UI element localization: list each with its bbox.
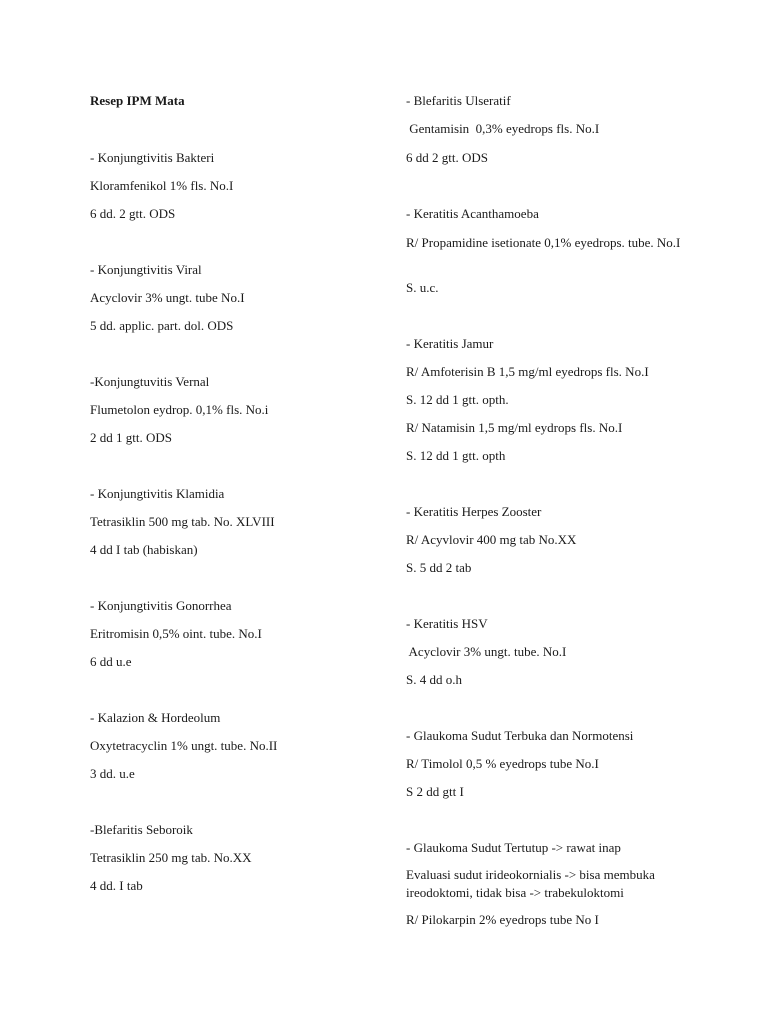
prescription-line: Acyclovir 3% ungt. tube No.I xyxy=(90,290,245,305)
evaluation-note: Evaluasi sudut irideokornialis -> bisa membuka ireodoktomi, tidak bisa -> trabekuloktomi xyxy=(406,867,655,900)
heading-konjungtivitis-gonorrhea: - Konjungtivitis Gonorrhea xyxy=(90,598,232,613)
dosage-line: S. 12 dd 1 gtt. opth xyxy=(406,448,506,463)
heading-blefaritis-ulseratif: - Blefaritis Ulseratif xyxy=(406,93,511,108)
dosage-line: S. 5 dd 2 tab xyxy=(406,560,472,575)
heading-keratitis-hsv: - Keratitis HSV xyxy=(406,616,488,631)
prescription-line: R/ Propamidine isetionate 0,1% eyedrops. tube. No.I xyxy=(406,235,681,250)
prescription-line: Acyclovir 3% ungt. tube. No.I xyxy=(406,644,567,659)
heading-keratitis-acanthamoeba: - Keratitis Acanthamoeba xyxy=(406,206,539,221)
dosage-line: S. u.c. xyxy=(406,280,439,295)
prescription-line: R/ Amfoterisin B 1,5 mg/ml eyedrops fls. No.I xyxy=(406,364,649,379)
dosage-line: 3 dd. u.e xyxy=(90,766,135,781)
prescription-line: R/ Timolol 0,5 % eyedrops tube No.I xyxy=(406,756,599,771)
heading-keratitis-jamur: - Keratitis Jamur xyxy=(406,336,494,351)
dosage-line: 4 dd I tab (habiskan) xyxy=(90,542,198,557)
prescription-line: Tetrasiklin 500 mg tab. No. XLVIII xyxy=(90,514,275,529)
dosage-line: S. 4 dd o.h xyxy=(406,672,462,687)
heading-konjungtivitis-bakteri: - Konjungtivitis Bakteri xyxy=(90,150,215,165)
heading-glaukoma-sudut-terbuka: - Glaukoma Sudut Terbuka dan Normotensi xyxy=(406,728,634,743)
prescription-line: Eritromisin 0,5% oint. tube. No.I xyxy=(90,626,262,641)
prescription-line: Tetrasiklin 250 mg tab. No.XX xyxy=(90,850,252,865)
prescription-line: R/ Acyvlovir 400 mg tab No.XX xyxy=(406,532,577,547)
prescription-line: R/ Pilokarpin 2% eyedrops tube No I xyxy=(406,912,599,927)
heading-konjungtivitis-vernal: -Konjungtuvitis Vernal xyxy=(90,374,210,389)
dosage-line: 6 dd 2 gtt. ODS xyxy=(406,150,488,165)
prescription-line: Oxytetracyclin 1% ungt. tube. No.II xyxy=(90,738,278,753)
dosage-line: 4 dd. I tab xyxy=(90,878,143,893)
heading-keratitis-herpes-zooster: - Keratitis Herpes Zooster xyxy=(406,504,542,519)
heading-konjungtivitis-viral: - Konjungtivitis Viral xyxy=(90,262,202,277)
prescription-line: Gentamisin 0,3% eyedrops fls. No.I xyxy=(406,121,600,136)
heading-glaukoma-sudut-tertutup: - Glaukoma Sudut Tertutup -> rawat inap xyxy=(406,840,621,855)
prescription-line: Flumetolon eydrop. 0,1% fls. No.i xyxy=(90,402,269,417)
dosage-line: 5 dd. applic. part. dol. ODS xyxy=(90,318,234,333)
heading-konjungtivitis-klamidia: - Konjungtivitis Klamidia xyxy=(90,486,225,501)
heading-kalazion-hordeolum: - Kalazion & Hordeolum xyxy=(90,710,221,725)
dosage-line: 6 dd. 2 gtt. ODS xyxy=(90,206,176,221)
dosage-line: S 2 dd gtt I xyxy=(406,784,464,799)
dosage-line: 2 dd 1 gtt. ODS xyxy=(90,430,172,445)
prescription-line: R/ Natamisin 1,5 mg/ml eydrops fls. No.I xyxy=(406,420,623,435)
heading-blefaritis-seboroik: -Blefaritis Seboroik xyxy=(90,822,193,837)
document-title: Resep IPM Mata xyxy=(90,93,185,108)
dosage-line: 6 dd u.e xyxy=(90,654,132,669)
dosage-line: S. 12 dd 1 gtt. opth. xyxy=(406,392,509,407)
prescription-line: Kloramfenikol 1% fls. No.I xyxy=(90,178,234,193)
